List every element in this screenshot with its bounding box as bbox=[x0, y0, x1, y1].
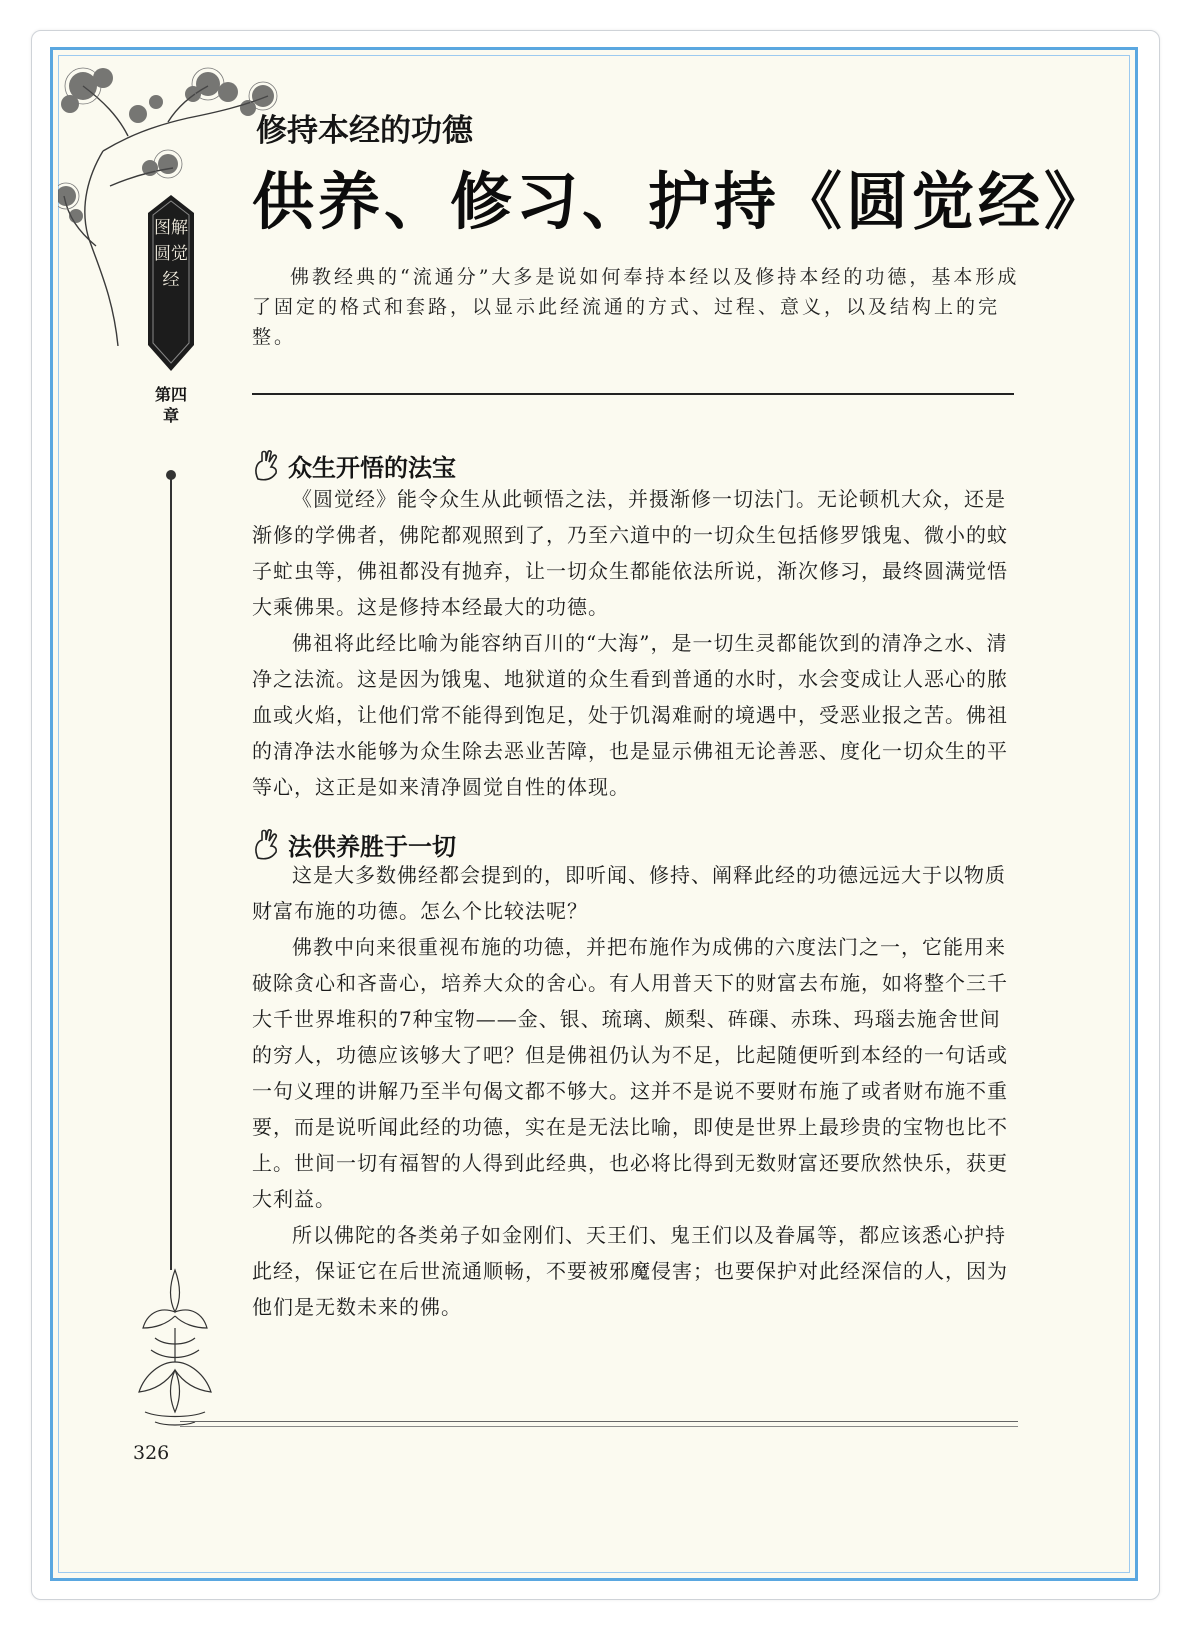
footer-rule bbox=[180, 1421, 1018, 1427]
section-body-1 bbox=[252, 481, 1014, 805]
intro-paragraph: 佛教经典的“流通分”大多是说如何奉持本经以及修持本经的功德，基本形成了固定的格式和套路，以显示此经流通的方式、过程、意义，以及结构上的完整。 bbox=[252, 266, 1020, 348]
chapter-label: 第四章 bbox=[155, 385, 188, 425]
sidebar-vertical-line bbox=[170, 475, 172, 1270]
paragraph: 这是大多数佛经都会提到的，即听闻、修持、阐释此经的功德远远大于以物质财富布施的功德。怎么个比较法呢？ bbox=[252, 863, 1006, 923]
paragraph: 所以佛陀的各类弟子如金刚们、天王们、鬼王们以及眷属等，都应该悉心护持此经，保证它在后世流通顺畅，不要被邪魔侵害；也要保护对此经深信的人，因为他们是无数未来的佛。 bbox=[252, 1223, 1008, 1319]
section-subtitle: 修持本经的功德 bbox=[256, 113, 473, 149]
divider bbox=[252, 393, 1014, 395]
page-number: 326 bbox=[133, 1442, 170, 1464]
section-heading-label: 法供养胜于一切 bbox=[288, 833, 456, 861]
paragraph: 佛教中向来很重视布施的功德，并把布施作为成佛的六度法门之一，它能用来破除贪心和吝啬心，培养大众的舍心。有人用普天下的财富去布施，如将整个三千大千世界堆积的7种宝物——金、银、琉璃、颇梨、砗磲、赤珠、玛瑙去施舍世间的穷人，功德应该够大了吧？但是佛祖仍认为不足，比起随便听到本经的一句话或一句义理的讲解乃至半句偈文都不够大。这并不是说不要财布施了或者财布施不重要，而是说听闻此经的功德，实在是无法比喻，即使是世界上最珍贵的宝物也比不上。世间一切有福智的人得到此经典，也必将比得到无数财富还要欣然快乐，获更大利益。 bbox=[252, 935, 1008, 1211]
section-heading-label: 众生开悟的法宝 bbox=[288, 454, 456, 482]
page-title: 供养、修习、护持《圆觉经》 bbox=[252, 165, 1111, 238]
paragraph: 佛祖将此经比喻为能容纳百川的“大海”，是一切生灵都能饮到的清净之水、清净之法流。这是因为饿鬼、地狱道的众生看到普通的水时，水会变成让人恶心的脓血或火焰，让他们常不能得到饱足，处于饥渴难耐的境遇中，受恶业报之苦。佛祖的清净法水能够为众生除去恶业苦障，也是显示佛祖无论善恶、度化一切众生的平等心，这正是如来清净圆觉自性的体现。 bbox=[252, 631, 1008, 799]
book-title-tab bbox=[148, 195, 194, 371]
mudra-hand-icon bbox=[252, 449, 282, 483]
paragraph: 《圆觉经》能令众生从此顿悟之法，并摄渐修一切法门。无论顿机大众，还是渐修的学佛者，佛陀都观照到了，乃至六道中的一切众生包括修罗饿鬼、微小的蚊子虻虫等，佛祖都没有抛弃，让一切众生都能依法所说，渐次修习，最终圆满觉悟大乘佛果。这是修持本经最大的功德。 bbox=[252, 487, 1008, 619]
section-heading-1 bbox=[252, 448, 456, 483]
book-title-label: 图解圆觉经 bbox=[154, 218, 188, 290]
section-body-2 bbox=[252, 857, 1014, 1325]
lotus-illustration bbox=[125, 1266, 225, 1426]
